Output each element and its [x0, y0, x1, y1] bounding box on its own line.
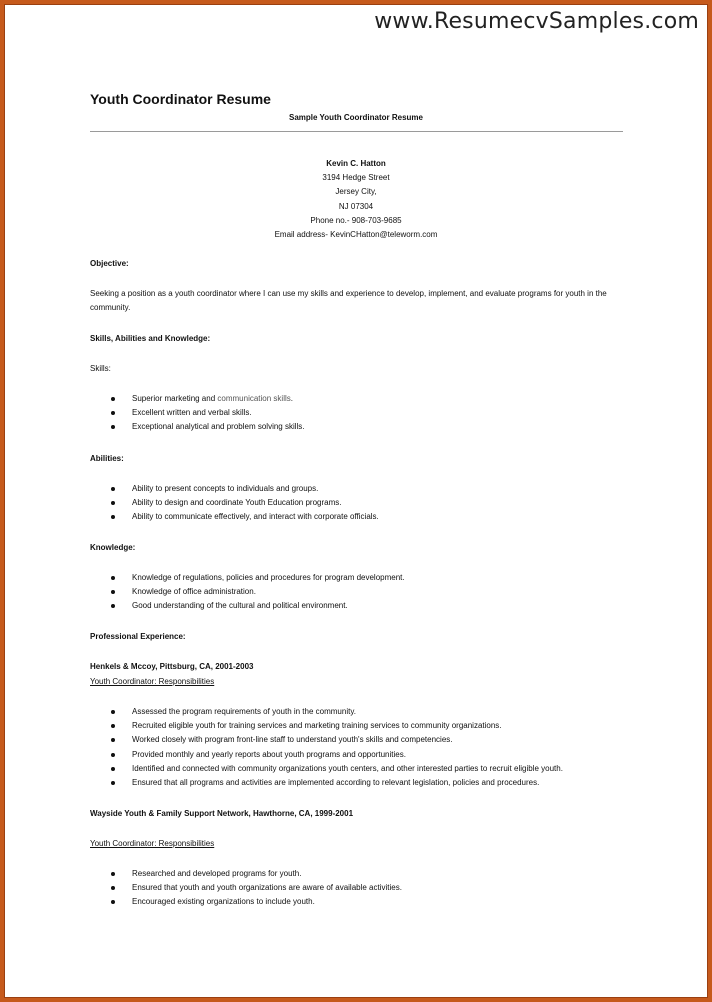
- contact-city: Jersey City,: [335, 187, 377, 197]
- knowledge-heading: Knowledge:: [90, 543, 136, 552]
- bullet-icon: [111, 900, 115, 904]
- list-item: Researched and developed programs for youth.: [90, 867, 402, 881]
- contact-phone: Phone no.- 908-703-9685: [310, 215, 402, 225]
- list-item: Ability to communicate effectively, and interact with corporate officials.: [90, 510, 379, 524]
- communication-skills-link[interactable]: communication skills: [217, 394, 291, 403]
- list-item: Assessed the program requirements of youth in the community.: [90, 705, 563, 719]
- bullet-icon: [111, 397, 115, 401]
- objective-text: Seeking a position as a youth coordinator where I can use my skills and experience to develop, implement, and evaluate programs for youth in the community.: [90, 289, 607, 312]
- job-2-role: Youth Coordinator: Responsibilities: [90, 839, 215, 848]
- list-item: Worked closely with program front-line staff to understand youth's skills and competencies.: [90, 733, 563, 747]
- contact-name: Kevin C. Hatton: [326, 159, 386, 168]
- experience-heading: Professional Experience:: [90, 632, 186, 641]
- knowledge-list: [90, 571, 405, 614]
- list-item: Ensured that all programs and activities are implemented according to relevant legislation, policies and procedures.: [90, 776, 563, 790]
- job-2-employer: Wayside Youth & Family Support Network, Hawthorne, CA, 1999-2001: [90, 809, 354, 818]
- list-item: Ability to design and coordinate Youth Education programs.: [90, 496, 379, 510]
- bullet-icon: [111, 425, 115, 429]
- bullet-icon: [111, 710, 115, 714]
- bullet-icon: [111, 576, 115, 580]
- list-item: Provided monthly and yearly reports about youth programs and opportunities.: [90, 748, 563, 762]
- job-1-role: Youth Coordinator: Responsibilities: [90, 677, 215, 686]
- list-item: Good understanding of the cultural and political environment.: [90, 599, 405, 613]
- contact-email: Email address- KevinCHatton@teleworm.com: [274, 230, 438, 240]
- list-item: Knowledge of office administration.: [90, 585, 405, 599]
- list-item: Recruited eligible youth for training services and marketing training services to community organizations.: [90, 719, 563, 733]
- skills-heading: Skills:: [90, 364, 111, 373]
- bullet-icon: [111, 738, 115, 742]
- contact-street: 3194 Hedge Street: [322, 173, 390, 183]
- list-item: Knowledge of regulations, policies and procedures for program development.: [90, 571, 405, 585]
- list-item: Ensured that youth and youth organizations are aware of available activities.: [90, 881, 402, 895]
- job-1-employer: Henkels & Mccoy, Pittsburg, CA, 2001-2003: [90, 662, 254, 671]
- list-item: Excellent written and verbal skills.: [90, 406, 305, 420]
- bullet-icon: [111, 515, 115, 519]
- contact-block: [5, 157, 707, 242]
- bullet-icon: [111, 753, 115, 757]
- watermark: www.ResumecvSamples.com: [374, 9, 699, 34]
- bullet-icon: [111, 724, 115, 728]
- document-title: Youth Coordinator Resume: [90, 91, 271, 107]
- resume-page: [4, 4, 708, 998]
- abilities-heading: Abilities:: [90, 454, 124, 463]
- contact-zip: NJ 07304: [338, 201, 374, 211]
- bullet-icon: [111, 767, 115, 771]
- title-divider: [90, 131, 623, 132]
- bullet-icon: [111, 781, 115, 785]
- job-2-responsibilities: [90, 867, 402, 910]
- job-1-responsibilities: [90, 705, 563, 790]
- list-item: Ability to present concepts to individuals and groups.: [90, 482, 379, 496]
- skills-section-heading: Skills, Abilities and Knowledge:: [90, 334, 211, 343]
- document-subtitle: Sample Youth Coordinator Resume: [289, 113, 423, 122]
- bullet-icon: [111, 590, 115, 594]
- objective-heading: Objective:: [90, 259, 129, 268]
- bullet-icon: [111, 872, 115, 876]
- list-item: Encouraged existing organizations to include youth.: [90, 895, 402, 909]
- abilities-list: [90, 482, 379, 525]
- bullet-icon: [111, 487, 115, 491]
- bullet-icon: [111, 886, 115, 890]
- bullet-icon: [111, 501, 115, 505]
- list-item: Exceptional analytical and problem solving skills.: [90, 420, 305, 434]
- list-item: Identified and connected with community organizations youth centers, and other interested parties to recruit eligible youth.: [90, 762, 563, 776]
- list-item: Superior marketing and communication skills.: [90, 392, 305, 406]
- skills-list: [90, 392, 305, 435]
- bullet-icon: [111, 604, 115, 608]
- bullet-icon: [111, 411, 115, 415]
